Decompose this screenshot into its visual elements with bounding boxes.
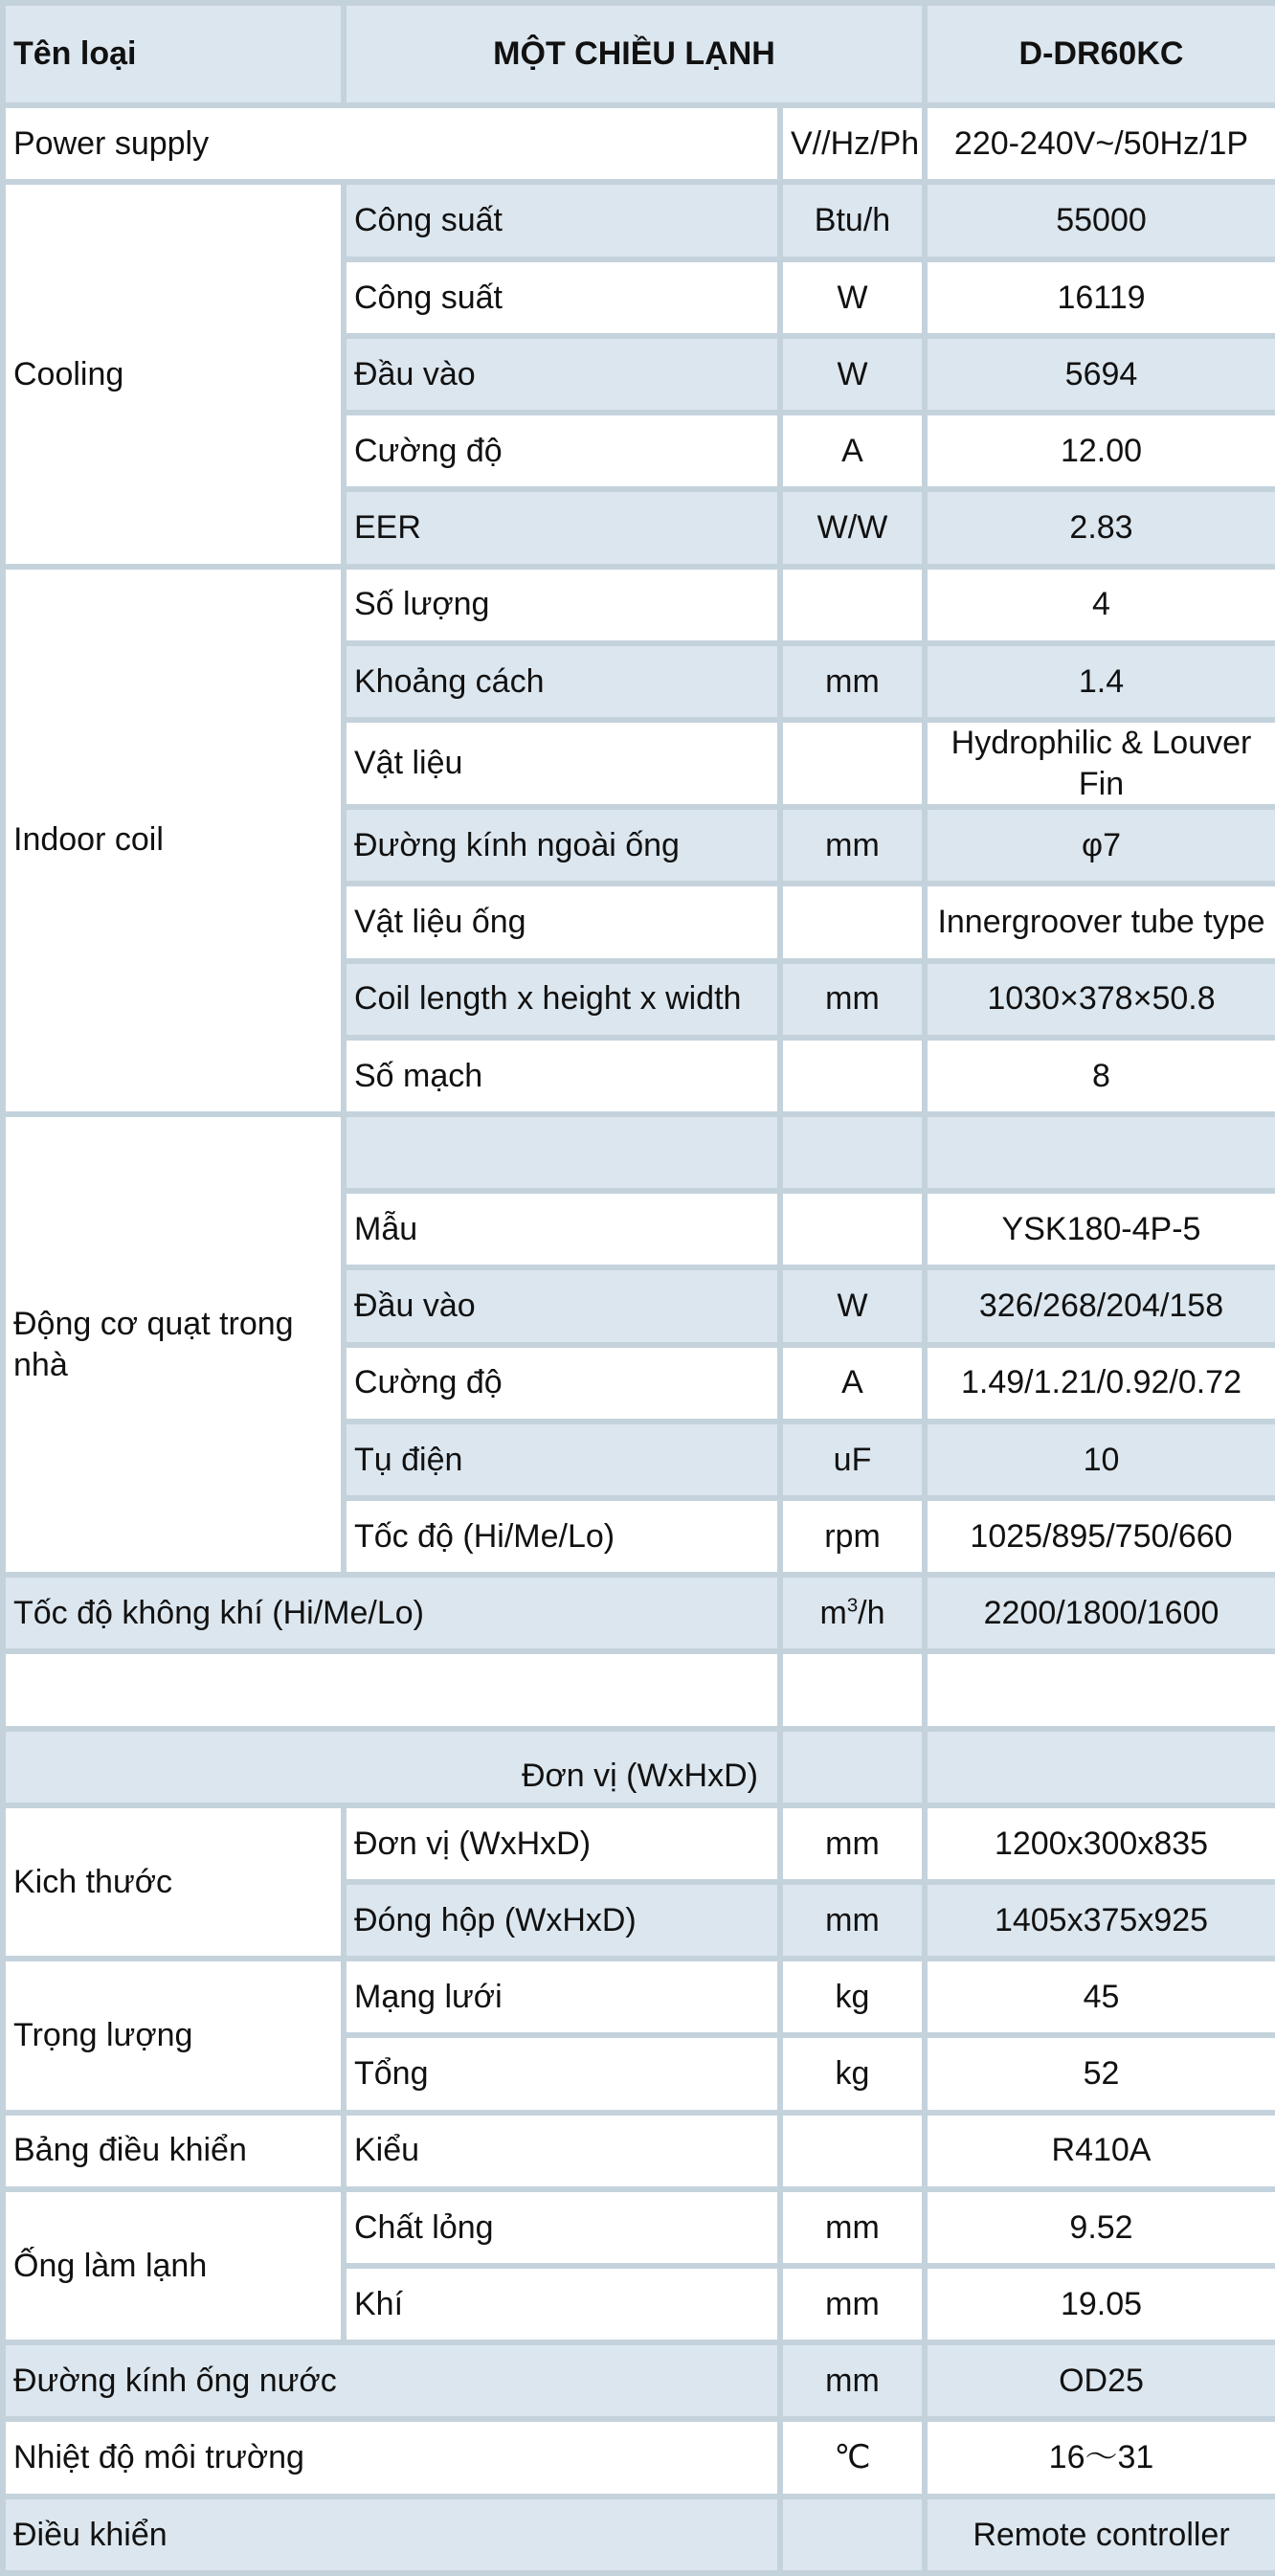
row-unit: mm bbox=[783, 646, 922, 717]
dimensions-group-label: Kich thước bbox=[6, 1808, 341, 1956]
table-row bbox=[6, 2116, 1275, 2186]
blank-row bbox=[6, 1654, 1275, 1725]
blank-cell bbox=[928, 1117, 1275, 1188]
row-label: Mạng lưới bbox=[347, 1961, 777, 2032]
water-pipe-label: Đường kính ống nước bbox=[6, 2345, 777, 2416]
airflow-value: 2200/1800/1600 bbox=[928, 1578, 1275, 1648]
row-unit: mm bbox=[783, 964, 922, 1035]
row-unit: mm bbox=[783, 1808, 922, 1879]
model-title: D-DR60KC bbox=[928, 6, 1275, 102]
row-label: Tổng bbox=[347, 2038, 777, 2109]
row-value: 45 bbox=[928, 1961, 1275, 2032]
row-label: Khí bbox=[347, 2269, 777, 2340]
row-value: 2.83 bbox=[928, 492, 1275, 563]
water-pipe-value: OD25 bbox=[928, 2345, 1275, 2416]
ambient-unit: ℃ bbox=[783, 2422, 922, 2493]
cooling-group-label: Cooling bbox=[6, 185, 341, 563]
row-value: Hydrophilic & Louver Fin bbox=[928, 723, 1275, 804]
row-unit bbox=[783, 1194, 922, 1265]
row-label: Cường độ bbox=[347, 1348, 777, 1419]
row-label: Coil length x height x width bbox=[347, 964, 777, 1035]
row-value: 8 bbox=[928, 1041, 1275, 1111]
blank-cell bbox=[928, 1732, 1275, 1803]
row-unit: W/W bbox=[783, 492, 922, 563]
row-unit: A bbox=[783, 1348, 922, 1419]
row-value: YSK180-4P-5 bbox=[928, 1194, 1275, 1265]
control-label: Điều khiển bbox=[6, 2499, 777, 2570]
row-label: Vật liệu bbox=[347, 723, 777, 804]
blank-cell bbox=[6, 1654, 777, 1725]
row-value: 1.49/1.21/0.92/0.72 bbox=[928, 1348, 1275, 1419]
row-label: Đơn vị (WxHxD) bbox=[347, 1808, 777, 1879]
row-unit: mm bbox=[783, 810, 922, 881]
blank-cell bbox=[783, 1654, 922, 1725]
airflow-label: Tốc độ không khí (Hi/Me/Lo) bbox=[6, 1578, 777, 1648]
table-row bbox=[6, 1117, 1275, 1188]
row-unit: rpm bbox=[783, 1501, 922, 1572]
type-label: Tên loại bbox=[6, 6, 341, 102]
row-label: EER bbox=[347, 492, 777, 563]
row-label: Khoảng cách bbox=[347, 646, 777, 717]
row-label: Số mạch bbox=[347, 1041, 777, 1111]
control-unit bbox=[783, 2499, 922, 2570]
power-supply-label: Power supply bbox=[6, 108, 777, 179]
water-pipe-row bbox=[6, 2345, 1275, 2416]
fan-motor-group-label: Động cơ quạt trong nhà bbox=[6, 1117, 341, 1572]
row-value: 1030×378×50.8 bbox=[928, 964, 1275, 1035]
row-value: 12.00 bbox=[928, 415, 1275, 486]
airflow-row bbox=[6, 1578, 1275, 1648]
row-unit bbox=[783, 886, 922, 957]
row-value: 1.4 bbox=[928, 646, 1275, 717]
row-value: 1405x375x925 bbox=[928, 1885, 1275, 1956]
row-value: 9.52 bbox=[928, 2192, 1275, 2263]
water-pipe-unit: mm bbox=[783, 2345, 922, 2416]
row-value: R410A bbox=[928, 2116, 1275, 2186]
row-unit: uF bbox=[783, 1424, 922, 1495]
weight-group-label: Trọng lượng bbox=[6, 1961, 341, 2109]
airflow-unit bbox=[783, 1578, 922, 1648]
row-unit: W bbox=[783, 339, 922, 410]
ambient-row bbox=[6, 2422, 1275, 2493]
row-value: Innergroover tube type bbox=[928, 886, 1275, 957]
row-unit: A bbox=[783, 415, 922, 486]
blank-cell bbox=[783, 1732, 922, 1803]
row-label: Công suất bbox=[347, 262, 777, 333]
unit-base: m bbox=[819, 1595, 847, 1632]
ambient-value: 16～31 bbox=[928, 2422, 1275, 2493]
row-label: Tốc độ (Hi/Me/Lo) bbox=[347, 1501, 777, 1572]
row-value: 55000 bbox=[928, 185, 1275, 256]
refrigerant-pipe-group-label: Ống làm lạnh bbox=[6, 2192, 341, 2340]
ambient-label: Nhiệt độ môi trường bbox=[6, 2422, 777, 2493]
row-value: 16119 bbox=[928, 262, 1275, 333]
row-unit: W bbox=[783, 1270, 922, 1341]
blank-cell bbox=[928, 1654, 1275, 1725]
header-row bbox=[6, 6, 1275, 102]
row-label: Đóng hộp (WxHxD) bbox=[347, 1885, 777, 1956]
row-label: Đường kính ngoài ống bbox=[347, 810, 777, 881]
row-label: Kiểu bbox=[347, 2116, 777, 2186]
blank-cell bbox=[347, 1117, 777, 1188]
table-row bbox=[6, 1961, 1275, 2032]
row-value: 1200x300x835 bbox=[928, 1808, 1275, 1879]
row-value: 19.05 bbox=[928, 2269, 1275, 2340]
row-label: Vật liệu ống bbox=[347, 886, 777, 957]
unit-header-label: Đơn vị (WxHxD) bbox=[6, 1732, 777, 1803]
row-unit: kg bbox=[783, 1961, 922, 2032]
row-unit bbox=[783, 2116, 922, 2186]
row-label: Đầu vào bbox=[347, 339, 777, 410]
row-unit: mm bbox=[783, 2192, 922, 2263]
unit-superscript: 3 bbox=[846, 1595, 859, 1617]
power-supply-row bbox=[6, 108, 1275, 179]
row-unit: mm bbox=[783, 2269, 922, 2340]
table-row bbox=[6, 185, 1275, 256]
unit-header-row bbox=[6, 1732, 1275, 1803]
blank-cell bbox=[783, 1117, 922, 1188]
power-supply-value: 220-240V~/50Hz/1P bbox=[928, 108, 1275, 179]
row-unit: W bbox=[783, 262, 922, 333]
row-label: Cường độ bbox=[347, 415, 777, 486]
row-unit bbox=[783, 723, 922, 804]
table-row bbox=[6, 2192, 1275, 2263]
row-unit bbox=[783, 570, 922, 640]
row-label: Chất lỏng bbox=[347, 2192, 777, 2263]
row-unit: Btu/h bbox=[783, 185, 922, 256]
power-supply-unit: V//Hz/Ph bbox=[783, 108, 922, 179]
control-panel-group-label: Bảng điều khiển bbox=[6, 2116, 341, 2186]
row-value: 10 bbox=[928, 1424, 1275, 1495]
indoor-coil-group-label: Indoor coil bbox=[6, 570, 341, 1111]
control-value: Remote controller bbox=[928, 2499, 1275, 2570]
row-value: 1025/895/750/660 bbox=[928, 1501, 1275, 1572]
row-label: Công suất bbox=[347, 185, 777, 256]
row-label: Tụ điện bbox=[347, 1424, 777, 1495]
row-value: 326/268/204/158 bbox=[928, 1270, 1275, 1341]
row-unit bbox=[783, 1041, 922, 1111]
row-label: Đầu vào bbox=[347, 1270, 777, 1341]
unit-tail: /h bbox=[858, 1595, 885, 1632]
row-value: φ7 bbox=[928, 810, 1275, 881]
row-label: Số lượng bbox=[347, 570, 777, 640]
row-value: 4 bbox=[928, 570, 1275, 640]
table-row bbox=[6, 1808, 1275, 1879]
row-unit: mm bbox=[783, 1885, 922, 1956]
row-label: Mẫu bbox=[347, 1194, 777, 1265]
control-row bbox=[6, 2499, 1275, 2570]
row-value: 5694 bbox=[928, 339, 1275, 410]
row-value: 52 bbox=[928, 2038, 1275, 2109]
row-unit: kg bbox=[783, 2038, 922, 2109]
mode-title: MỘT CHIỀU LẠNH bbox=[347, 6, 922, 102]
table-row bbox=[6, 570, 1275, 640]
